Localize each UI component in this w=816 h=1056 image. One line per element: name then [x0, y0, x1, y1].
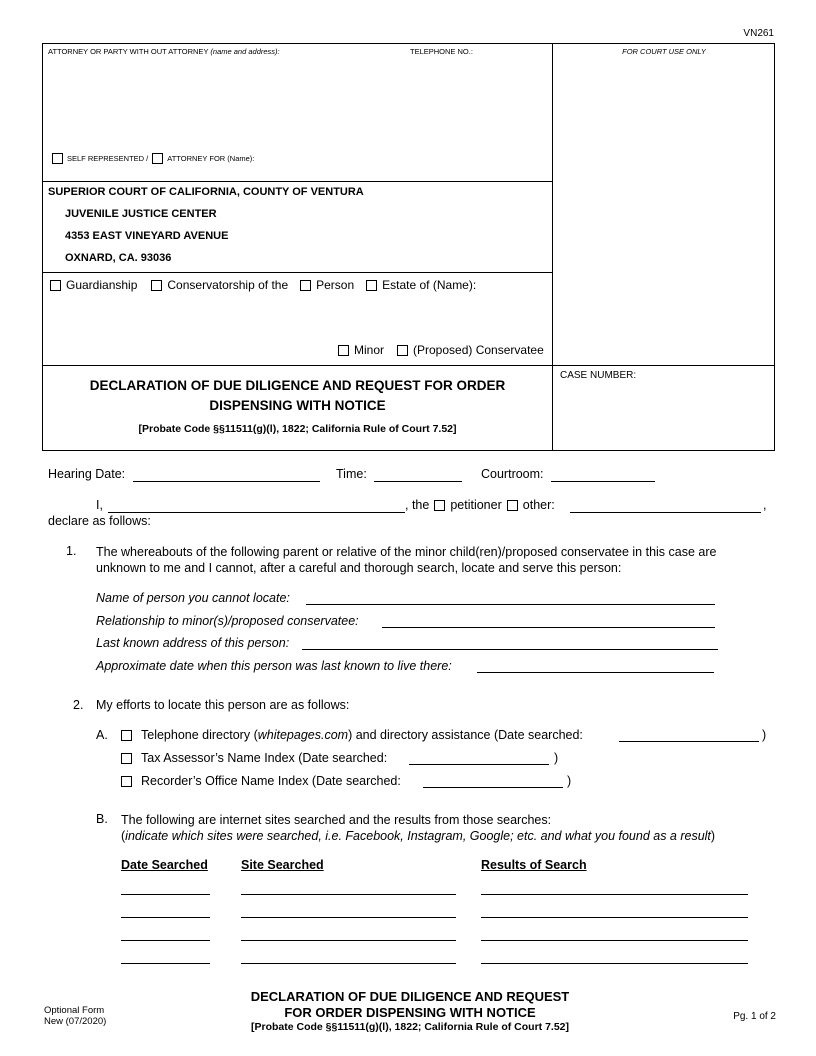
hearing-time-label: Time: [336, 467, 367, 481]
search-site-field-3[interactable] [241, 940, 456, 941]
search-result-field-1[interactable] [481, 894, 748, 895]
proposed-conservatee-label: (Proposed) Conservatee [413, 343, 544, 357]
col-results: Results of Search [481, 858, 587, 872]
footer-revision: New (07/2020) [44, 1016, 107, 1027]
court-use-label: FOR COURT USE ONLY [622, 47, 706, 56]
form-title: DECLARATION OF DUE DILIGENCE AND REQUEST FOR ORDER DISPENSING WITH NOTICE [89, 378, 506, 413]
search-site-field-4[interactable] [241, 963, 456, 964]
self-represented-checkbox[interactable] [52, 153, 63, 164]
search-date-field-2[interactable] [121, 917, 210, 918]
recorder-date-field[interactable] [423, 787, 563, 788]
proposed-conservatee-checkbox[interactable] [397, 345, 408, 356]
recorder-label: Recorder’s Office Name Index (Date searched: [141, 774, 401, 788]
search-site-field-1[interactable] [241, 894, 456, 895]
telephone-label: TELEPHONE NO.: [410, 47, 473, 56]
address-field[interactable] [302, 649, 718, 650]
search-date-field-4[interactable] [121, 963, 210, 964]
telephone-directory-date-field[interactable] [619, 741, 759, 742]
guardianship-label: Guardianship [66, 278, 138, 292]
telephone-directory-close: ) [762, 728, 767, 742]
declarant-name-field[interactable] [108, 512, 405, 513]
caption-divider-1 [42, 181, 553, 182]
declarant-role-row [405, 498, 555, 512]
party-type-row [338, 343, 544, 357]
col-site-searched: Site Searched [241, 858, 324, 872]
name-label: Name of person you cannot locate: [96, 591, 290, 605]
search-result-field-3[interactable] [481, 940, 748, 941]
relationship-label: Relationship to minor(s)/proposed conservatee: [96, 614, 359, 628]
footer-optional-form: Optional Form [44, 1005, 105, 1016]
tax-assessor-row [121, 751, 387, 765]
item2-text: My efforts to locate this person are as follows: [96, 698, 350, 712]
other-checkbox[interactable] [507, 500, 518, 511]
conservatorship-label: Conservatorship of the [167, 278, 289, 292]
hearing-time-field[interactable] [374, 481, 462, 482]
guardianship-checkbox[interactable] [50, 280, 61, 291]
minor-checkbox[interactable] [338, 345, 349, 356]
case-type-row [50, 278, 476, 292]
other-label: other: [522, 498, 555, 512]
item2-number: 2. [73, 698, 84, 712]
telephone-directory-checkbox[interactable] [121, 730, 132, 741]
search-result-field-4[interactable] [481, 963, 748, 964]
page-number: Pg. 1 of 2 [733, 1011, 776, 1022]
telephone-directory-row [121, 728, 583, 742]
address-label: Last known address of this person: [96, 636, 290, 650]
court-name: SUPERIOR COURT OF CALIFORNIA, COUNTY OF VENTURA [48, 186, 364, 198]
item1-number: 1. [66, 544, 77, 558]
search-date-field-3[interactable] [121, 940, 210, 941]
form-id: VN261 [743, 28, 774, 39]
caption-divider-3 [42, 365, 775, 366]
recorder-checkbox[interactable] [121, 776, 132, 787]
estate-label: Estate of (Name): [382, 278, 477, 292]
search-site-field-2[interactable] [241, 917, 456, 918]
minor-label: Minor [354, 343, 385, 357]
last-known-date-label: Approximate date when this person was last known to live there: [96, 659, 452, 673]
caption-divider-2 [42, 272, 553, 273]
hearing-date-label: Hearing Date: [48, 467, 126, 481]
case-number-label: CASE NUMBER: [560, 370, 637, 381]
relationship-field[interactable] [382, 627, 715, 628]
attorney-for-checkbox[interactable] [152, 153, 163, 164]
last-known-date-field[interactable] [477, 672, 714, 673]
person-label: Person [316, 278, 355, 292]
attorney-for-label: ATTORNEY FOR (Name): [167, 154, 255, 163]
person-checkbox[interactable] [300, 280, 311, 291]
courtroom-label: Courtroom: [481, 467, 544, 481]
name-field[interactable] [306, 604, 715, 605]
attorney-label: ATTORNEY OR PARTY WITH OUT ATTORNEY (name and address): [48, 47, 280, 56]
estate-checkbox[interactable] [366, 280, 377, 291]
tax-assessor-label: Tax Assessor’s Name Index (Date searched: [141, 751, 388, 765]
footer-form-info [44, 1005, 106, 1027]
item2b-text: The following are internet sites searched and the results from those searches: (indicate which sites were searched, i.e. Facebook, Instagram, Google; etc. and what you found as a result) [121, 813, 716, 843]
search-date-field-1[interactable] [121, 894, 210, 895]
declarant-i-label: I, [96, 498, 103, 512]
other-field[interactable] [570, 512, 761, 513]
court-city: OXNARD, CA. 93036 [65, 252, 172, 264]
declare-text: declare as follows: [48, 514, 151, 528]
petitioner-checkbox[interactable] [434, 500, 445, 511]
item2b-letter: B. [96, 812, 108, 826]
footer-citation: [Probate Code §§11511(g)(l), 1822; California Rule of Court 7.52] [251, 1021, 569, 1033]
col-date-searched: Date Searched [121, 858, 208, 872]
courtroom-field[interactable] [551, 481, 655, 482]
self-represented-label: SELF REPRESENTED / [67, 154, 149, 163]
recorder-row [121, 774, 401, 788]
the-label: , the [405, 498, 430, 512]
item2a-letter: A. [96, 728, 108, 742]
footer-title: DECLARATION OF DUE DILIGENCE AND REQUEST FOR ORDER DISPENSING WITH NOTICE [250, 989, 570, 1020]
tax-assessor-checkbox[interactable] [121, 753, 132, 764]
conservatorship-checkbox[interactable] [151, 280, 162, 291]
tax-assessor-close: ) [554, 751, 559, 765]
search-result-field-2[interactable] [481, 917, 748, 918]
form-citation: [Probate Code §§11511(g)(l), 1822; California Rule of Court 7.52] [138, 423, 457, 435]
declarant-comma: , [763, 498, 767, 512]
recorder-close: ) [567, 774, 572, 788]
telephone-directory-label: Telephone directory (whitepages.com) and directory assistance (Date searched: [141, 728, 583, 742]
court-street: 4353 EAST VINEYARD AVENUE [65, 230, 229, 242]
petitioner-label: petitioner [450, 498, 502, 512]
tax-assessor-date-field[interactable] [409, 764, 549, 765]
item1-text: The whereabouts of the following parent or relative of the minor child(ren)/proposed conservatee in this case are unknown to me and I cannot, after a careful and thorough search, locate and serve this person: [96, 545, 717, 575]
court-building: JUVENILE JUSTICE CENTER [65, 208, 217, 220]
representation-row [52, 153, 254, 164]
hearing-date-field[interactable] [133, 481, 320, 482]
